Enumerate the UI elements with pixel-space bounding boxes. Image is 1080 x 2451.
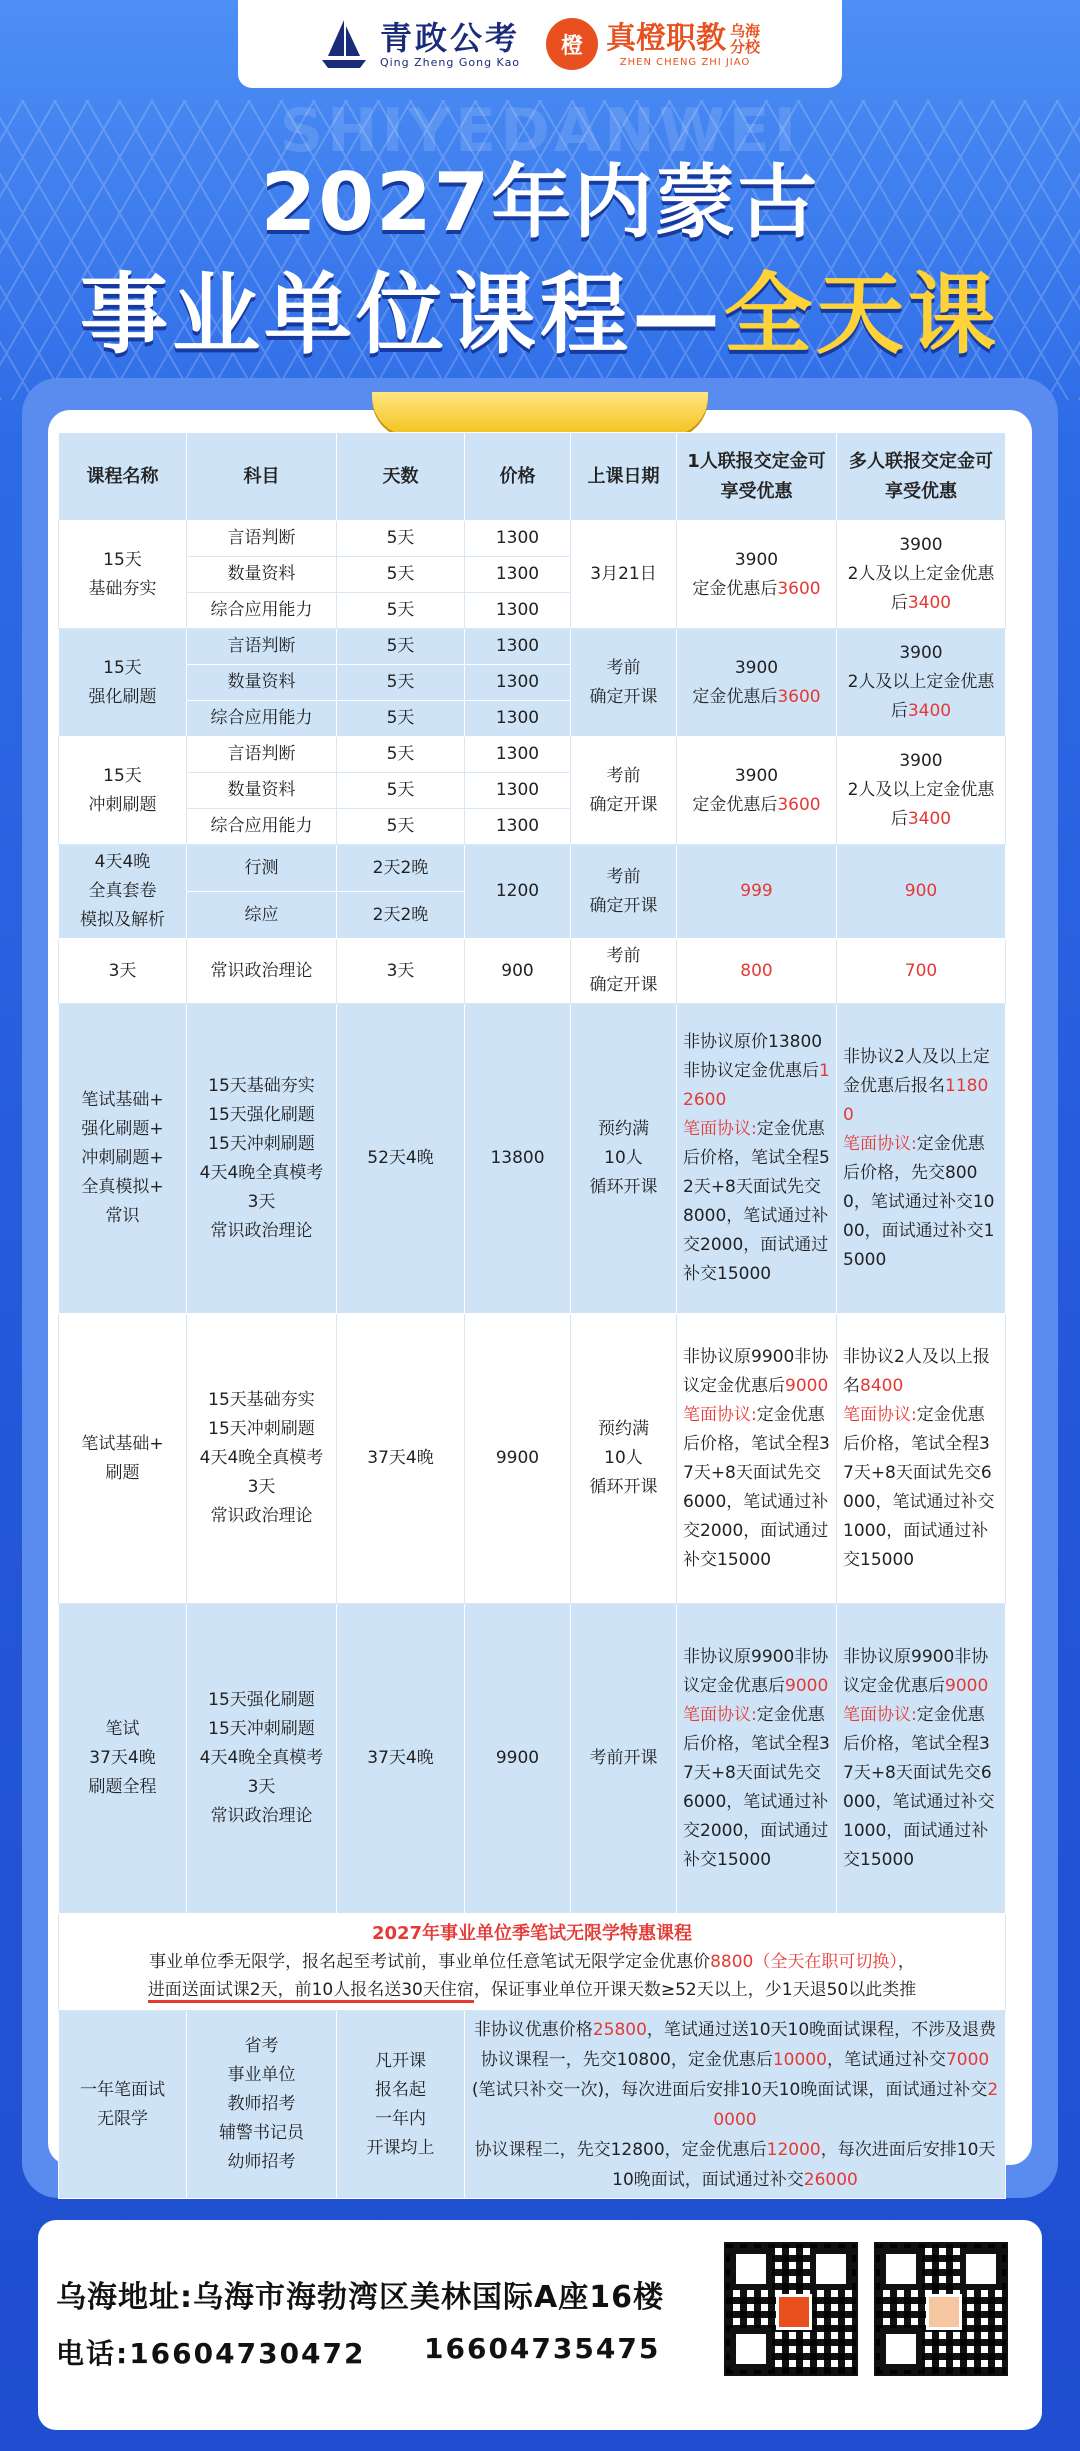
subject-cell: 15天基础夯实 15天强化刷题 15天冲刺刷题 4天4晚全真模考 3天 常识政治理论 bbox=[187, 1004, 337, 1314]
days-cell: 5天 bbox=[337, 737, 465, 773]
header-price: 价格 bbox=[465, 433, 571, 521]
date-cell: 凡开课 报名起 一年内 开课均上 bbox=[337, 2011, 465, 2199]
date-cell: 考前 确定开课 bbox=[571, 939, 677, 1004]
single-agreement-text: 定金优惠后价格，笔试全程37天+8天面试先交6000，笔试通过补交2000，面试通过补交15000 bbox=[683, 1404, 830, 1570]
boat-logo-icon bbox=[316, 16, 372, 72]
subject-cell: 常识政治理论 bbox=[187, 939, 337, 1004]
course-name-cell: 笔试 37天4晚 刷题全程 bbox=[59, 1604, 187, 1914]
single-price: 9000 bbox=[785, 1375, 829, 1396]
single-price: 9000 bbox=[785, 1675, 829, 1696]
price-cell: 1200 bbox=[465, 845, 571, 939]
multi-discount-cell bbox=[837, 1314, 1006, 1604]
course-name-cell: 15天 冲刺刷题 bbox=[59, 737, 187, 845]
footer-contact bbox=[38, 2220, 1042, 2430]
year-p1-price: 25800 bbox=[592, 2019, 647, 2040]
single-price-cell: 999 bbox=[677, 845, 837, 939]
single-discount-cell bbox=[677, 1004, 837, 1314]
title-main: 事业单位课程— bbox=[79, 263, 724, 366]
qr-code-icon bbox=[874, 2242, 1008, 2376]
single-discount-cell bbox=[677, 737, 837, 845]
table-row bbox=[59, 1314, 1006, 1604]
multi-agreement-label: 笔面协议: bbox=[843, 1404, 917, 1425]
footer-address: 乌海地址:乌海市海勃湾区美林国际A座16楼 bbox=[56, 2280, 664, 2315]
brand2-name: 真橙职教 bbox=[606, 20, 727, 56]
header-single-discount: 1人联报交定金可享受优惠 bbox=[677, 433, 837, 521]
subject-cell: 言语判断 bbox=[187, 629, 337, 665]
single-discount-cell bbox=[677, 1604, 837, 1914]
year-p1-rest: ，笔试通过送10天10晚面试课程，不涉及退费 bbox=[646, 2019, 997, 2040]
price-cell: 1300 bbox=[465, 593, 571, 629]
brand2-branch: 乌海分校 bbox=[730, 21, 761, 56]
multi-text: 非协议2人及以上定金优惠后报名 bbox=[843, 1046, 990, 1096]
subject-cell: 数量资料 bbox=[187, 665, 337, 701]
orange-logo-icon: 橙 bbox=[546, 18, 598, 70]
days-cell: 5天 bbox=[337, 593, 465, 629]
course-name-cell: 15天 基础夯实 bbox=[59, 521, 187, 629]
header-date: 上课日期 bbox=[571, 433, 677, 521]
table-row bbox=[59, 521, 1006, 557]
days-cell: 5天 bbox=[337, 665, 465, 701]
year-p3-price2: 26000 bbox=[803, 2169, 858, 2190]
multi-original: 3900 bbox=[899, 535, 943, 555]
days-cell: 5天 bbox=[337, 521, 465, 557]
multi-agreement-label: 笔面协议: bbox=[843, 1704, 917, 1725]
price-cell: 13800 bbox=[465, 1004, 571, 1314]
multi-price: 3400 bbox=[907, 809, 952, 829]
multi-discount-cell bbox=[837, 1604, 1006, 1914]
multi-text: 2人及以上定金优惠后 bbox=[847, 672, 995, 721]
table-row bbox=[59, 1914, 1006, 2011]
price-cell: 1300 bbox=[465, 737, 571, 773]
qr-code-icon bbox=[724, 2242, 858, 2376]
multi-agreement-text: 定金优惠后价格，笔试全程37天+8天面试先交6000，笔试通过补交1000，面试通过补交15000 bbox=[843, 1704, 995, 1870]
year-plan-noagreement bbox=[471, 2015, 999, 2045]
course-name-cell: 4天4晚 全真套卷 模拟及解析 bbox=[59, 845, 187, 939]
year-pricing-cell bbox=[465, 2011, 1006, 2199]
special-line2-underlined: 进面送面试课2天，前10人报名送30天住宿 bbox=[148, 1980, 474, 2003]
price-cell: 1300 bbox=[465, 665, 571, 701]
single-agreement-label: 笔面协议: bbox=[683, 1704, 757, 1725]
special-offer-cell bbox=[59, 1914, 1006, 2011]
single-text: 定金优惠后 bbox=[692, 578, 778, 599]
year-p1-text: 非协议优惠价格 bbox=[473, 2019, 593, 2040]
title-highlight: 全天课 bbox=[724, 263, 1001, 366]
course-name-cell: 15天 强化刷题 bbox=[59, 629, 187, 737]
table-row bbox=[59, 629, 1006, 665]
brand-qingzheng bbox=[316, 16, 520, 72]
single-price: 3600 bbox=[777, 794, 821, 815]
days-cell: 5天 bbox=[337, 773, 465, 809]
multi-text: 2人及以上定金优惠后 bbox=[847, 780, 995, 829]
multi-text: 非协议原9900非协议定金优惠后 bbox=[843, 1646, 989, 1696]
price-cell: 9900 bbox=[465, 1314, 571, 1604]
price-cell: 1300 bbox=[465, 521, 571, 557]
single-agreement-label: 笔面协议: bbox=[683, 1404, 757, 1425]
date-cell: 预约满 10人 循环开课 bbox=[571, 1314, 677, 1604]
multi-agreement-text: 定金优惠后价格，笔试全程37天+8天面试先交6000，笔试通过补交1000，面试通过补交15000 bbox=[843, 1404, 995, 1570]
header-days: 天数 bbox=[337, 433, 465, 521]
year-p3-price: 12000 bbox=[766, 2139, 821, 2160]
subject-cell: 数量资料 bbox=[187, 557, 337, 593]
subject-cell: 15天基础夯实 15天冲刺刷题 4天4晚全真模考 3天 常识政治理论 bbox=[187, 1314, 337, 1604]
table-row bbox=[59, 737, 1006, 773]
panel-tab-decoration bbox=[372, 392, 708, 436]
year-plan-two bbox=[471, 2135, 999, 2195]
multi-original: 3900 bbox=[899, 643, 943, 663]
single-text: 非协议原价13800非协议定金优惠后 bbox=[683, 1032, 823, 1081]
table-row bbox=[59, 1604, 1006, 1914]
price-cell: 1300 bbox=[465, 809, 571, 845]
price-cell: 900 bbox=[465, 939, 571, 1004]
subject-cell: 行测 bbox=[187, 845, 337, 892]
special-offer-line1 bbox=[69, 1948, 995, 1976]
single-original: 3900 bbox=[734, 549, 779, 570]
multi-agreement-label: 笔面协议: bbox=[843, 1133, 917, 1154]
header-subject: 科目 bbox=[187, 433, 337, 521]
subject-cell: 综合应用能力 bbox=[187, 593, 337, 629]
date-cell: 预约满 10人 循环开课 bbox=[571, 1004, 677, 1314]
multi-price: 11800 bbox=[843, 1075, 989, 1125]
days-cell: 5天 bbox=[337, 557, 465, 593]
year-p2-price3: 20000 bbox=[713, 2079, 999, 2130]
year-p2-text2: ，笔试通过补交 bbox=[826, 2049, 946, 2070]
multi-discount-cell bbox=[837, 1004, 1006, 1314]
table-row bbox=[59, 2011, 1006, 2199]
price-cell: 1300 bbox=[465, 701, 571, 737]
special-offer-title: 2027年事业单位季笔试无限学特惠课程 bbox=[371, 1923, 693, 1944]
days-cell: 37天4晚 bbox=[337, 1604, 465, 1914]
single-text: 非协议原9900非协议定金优惠后 bbox=[683, 1346, 829, 1396]
header-course-name: 课程名称 bbox=[59, 433, 187, 521]
date-cell: 考前 确定开课 bbox=[571, 629, 677, 737]
single-price: 3600 bbox=[777, 686, 821, 707]
single-agreement-text: 定金优惠后价格，笔试全程37天+8天面试先交6000，笔试通过补交2000，面试通过补交15000 bbox=[683, 1704, 830, 1870]
single-price-cell: 800 bbox=[677, 939, 837, 1004]
single-original: 3900 bbox=[734, 657, 779, 678]
special-line1-comma: ， bbox=[897, 1952, 915, 1972]
days-cell: 37天4晚 bbox=[337, 1314, 465, 1604]
single-discount-cell bbox=[677, 521, 837, 629]
multi-original: 3900 bbox=[899, 751, 943, 771]
brand1-pinyin: Qing Zheng Gong Kao bbox=[379, 55, 521, 69]
year-plan-one bbox=[471, 2045, 999, 2135]
multi-price: 8400 bbox=[860, 1375, 904, 1396]
days-cell: 3天 bbox=[337, 939, 465, 1004]
date-cell: 考前 确定开课 bbox=[571, 845, 677, 939]
days-cell: 5天 bbox=[337, 809, 465, 845]
single-discount-cell bbox=[677, 629, 837, 737]
year-p2-price: 10000 bbox=[772, 2049, 827, 2070]
subject-cell: 15天强化刷题 15天冲刺刷题 4天4晚全真模考 3天 常识政治理论 bbox=[187, 1604, 337, 1914]
multi-discount-cell bbox=[837, 629, 1006, 737]
table-row bbox=[59, 1004, 1006, 1314]
single-text: 定金优惠后 bbox=[692, 686, 778, 707]
footer-phone-2: 16604735475 bbox=[424, 2332, 661, 2365]
single-discount-cell bbox=[677, 1314, 837, 1604]
course-name-cell: 3天 bbox=[59, 939, 187, 1004]
year-p3-text: 协议课程二，先交12800，定金优惠后 bbox=[474, 2139, 767, 2160]
single-agreement-text: 定金优惠后价格，笔试全程52天+8天面试先交8000，笔试通过补交2000，面试通过补交15000 bbox=[683, 1119, 830, 1284]
year-p2-text3: (笔试只补交一次)，每次进面后安排10天10晚面试课，面试通过补交 bbox=[471, 2079, 988, 2100]
multi-agreement-text: 定金优惠后价格，先交8000，笔试通过补交1000，面试通过补交15000 bbox=[843, 1133, 995, 1270]
year-p2-text: 协议课程一，先交10800，定金优惠后 bbox=[480, 2049, 773, 2070]
days-cell: 5天 bbox=[337, 629, 465, 665]
days-cell: 2天2晚 bbox=[337, 845, 465, 892]
special-line2-text: ，保证事业单位开课天数≥52天以上，少1天退50以此类推 bbox=[473, 1980, 917, 2000]
multi-price-cell: 900 bbox=[837, 845, 1006, 939]
special-offer-line2 bbox=[69, 1976, 995, 2004]
days-cell: 2天2晚 bbox=[337, 892, 465, 939]
subject-cell: 数量资料 bbox=[187, 773, 337, 809]
date-cell: 考前 确定开课 bbox=[571, 737, 677, 845]
single-text: 非协议原9900非协议定金优惠后 bbox=[683, 1646, 829, 1696]
date-cell: 考前开课 bbox=[571, 1604, 677, 1914]
subject-cell: 言语判断 bbox=[187, 737, 337, 773]
course-table bbox=[58, 432, 1006, 2199]
single-price: 12600 bbox=[683, 1061, 830, 1110]
multi-discount-cell bbox=[837, 737, 1006, 845]
price-cell: 1300 bbox=[465, 629, 571, 665]
year-p3-text2: ，每次进面后安排10天10晚面试，面试通过补交 bbox=[612, 2139, 996, 2190]
year-p2-price2: 7000 bbox=[945, 2049, 990, 2070]
price-cell: 1300 bbox=[465, 557, 571, 593]
days-cell: 5天 bbox=[337, 701, 465, 737]
multi-price: 3400 bbox=[907, 593, 952, 613]
subject-cell: 言语判断 bbox=[187, 521, 337, 557]
subject-cell: 综合应用能力 bbox=[187, 701, 337, 737]
multi-text: 2人及以上定金优惠后 bbox=[847, 564, 995, 613]
multi-text: 非协议2人及以上报名 bbox=[843, 1346, 990, 1396]
page-title-line2 bbox=[0, 245, 1080, 371]
price-cell: 1300 bbox=[465, 773, 571, 809]
footer-phone-1: 电话:16604730472 bbox=[56, 2337, 366, 2370]
date-cell: 3月21日 bbox=[571, 521, 677, 629]
logo-bar bbox=[238, 0, 842, 88]
days-cell: 52天4晚 bbox=[337, 1004, 465, 1314]
course-table-wrapper bbox=[58, 432, 1005, 2199]
table-row bbox=[59, 845, 1006, 892]
multi-price-cell: 700 bbox=[837, 939, 1006, 1004]
header-multi-discount: 多人联报交定金可享受优惠 bbox=[837, 433, 1006, 521]
single-text: 定金优惠后 bbox=[692, 794, 778, 815]
table-row bbox=[59, 939, 1006, 1004]
special-line1-text: 事业单位季无限学，报名起至考试前，事业单位任意笔试无限学定金优惠价 bbox=[149, 1952, 711, 1972]
brand1-name: 青政公考 bbox=[379, 18, 520, 57]
multi-discount-cell bbox=[837, 521, 1006, 629]
course-name-cell: 一年笔面试 无限学 bbox=[59, 2011, 187, 2199]
brand-zhencheng bbox=[546, 18, 764, 70]
subject-cell: 综应 bbox=[187, 892, 337, 939]
ghost-watermark-text: SHIYEDANWEI bbox=[279, 96, 801, 166]
course-name-cell: 笔试基础+ 强化刷题+ 冲刺刷题+ 全真模拟+ 常识 bbox=[59, 1004, 187, 1314]
multi-price: 3400 bbox=[907, 701, 952, 721]
subject-cell: 省考 事业单位 教师招考 辅警书记员 幼师招考 bbox=[187, 2011, 337, 2199]
course-name-cell: 笔试基础+ 刷题 bbox=[59, 1314, 187, 1604]
single-price: 3600 bbox=[777, 578, 821, 599]
subject-cell: 综合应用能力 bbox=[187, 809, 337, 845]
special-line1-price: 8800（全天在职可切换） bbox=[710, 1952, 898, 1972]
single-agreement-label: 笔面协议: bbox=[683, 1119, 757, 1139]
price-cell: 9900 bbox=[465, 1604, 571, 1914]
multi-price: 9000 bbox=[945, 1675, 989, 1696]
page-title-line1: 2027年内蒙古 bbox=[260, 156, 820, 249]
single-original: 3900 bbox=[734, 765, 779, 786]
brand2-pinyin: ZHEN CHENG ZHI JIAO bbox=[619, 56, 751, 68]
